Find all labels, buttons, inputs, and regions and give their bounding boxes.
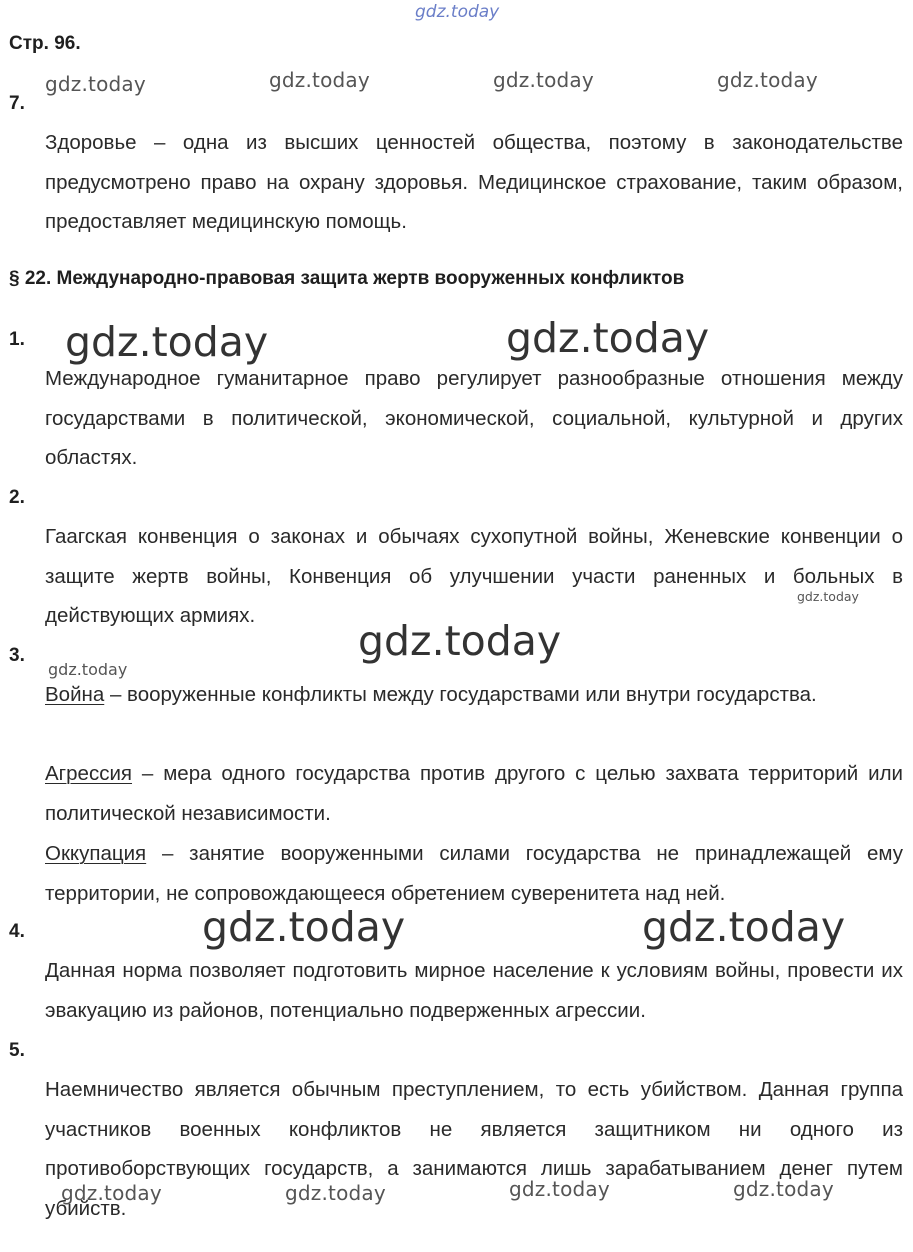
answer-text-7: Здоровье – одна из высших ценностей общества, поэтому в законодательстве предусмотрено право на охрану здоровья. Медицинское страхование, таким образом, предоставляет медицинскую помощь.: [45, 131, 903, 233]
answer-text-1: Международное гуманитарное право регулирует разнообразные отношения между государствами в политической, экономической, социальной, культурной и других областях.: [45, 367, 903, 469]
definition-aggression: [45, 754, 903, 833]
answer-number-2: 2.: [9, 487, 25, 508]
watermark: gdz.today: [61, 1181, 162, 1205]
definition-war-text: – вооруженные конфликты между государствами или внутри государства.: [104, 683, 817, 706]
watermark: gdz.today: [269, 68, 370, 92]
term-aggression: Агрессия: [45, 762, 133, 785]
watermark: gdz.today: [493, 68, 594, 92]
answer-text-2: Гаагская конвенция о законах и обычаях сухопутной войны, Женевские конвенции о защите жертв войны, Конвенция об улучшении участи раненных и больных в действующих армиях.: [45, 525, 903, 627]
watermark: gdz.today: [509, 1177, 610, 1201]
answer-text-4: Данная норма позволяет подготовить мирное население к условиям войны, провести их эвакуацию из районов, потенциально подверженных агрессии.: [45, 959, 903, 1022]
answer-text-5: Наемничество является обычным преступлением, то есть убийством. Данная группа участников военных конфликтов не является защитником ни одного из противоборствующих государств, а занимаются лишь зарабатыванием денег путем убийств.: [45, 1078, 903, 1220]
answer-number-5: 5.: [9, 1040, 25, 1061]
watermark: gdz.today: [358, 617, 562, 665]
watermark: gdz.today: [717, 68, 818, 92]
term-occupation: Оккупация: [45, 842, 147, 865]
watermark: gdz.today: [797, 589, 859, 604]
watermark: gdz.today: [506, 314, 710, 362]
definition-occupation-text: – занятие вооруженными силами государства не принадлежащей ему территории, не сопровождающееся обретением суверенитета над ней.: [45, 842, 903, 905]
watermark: gdz.today: [642, 903, 846, 951]
page-reference: Стр. 96.: [9, 33, 81, 54]
answer-number-1: 1.: [9, 329, 25, 350]
definition-war: [45, 675, 903, 715]
watermark: gdz.today: [202, 903, 406, 951]
watermark: gdz.today: [65, 318, 269, 366]
watermark: gdz.today: [45, 72, 146, 96]
answer-number-4: 4.: [9, 921, 25, 942]
term-war: Война: [45, 683, 105, 706]
watermark: gdz.today: [48, 660, 128, 679]
watermark: gdz.today: [285, 1181, 386, 1205]
definition-aggression-text: – мера одного государства против другого с целью захвата территорий или политической независимости.: [45, 762, 903, 825]
section-title: § 22. Международно-правовая защита жертв вооруженных конфликтов: [9, 268, 685, 289]
answer-number-7: 7.: [9, 93, 25, 114]
watermark: gdz.today: [733, 1177, 834, 1201]
answer-number-3: 3.: [9, 645, 25, 666]
definition-occupation: [45, 834, 903, 913]
top-watermark: gdz.today: [415, 2, 500, 22]
